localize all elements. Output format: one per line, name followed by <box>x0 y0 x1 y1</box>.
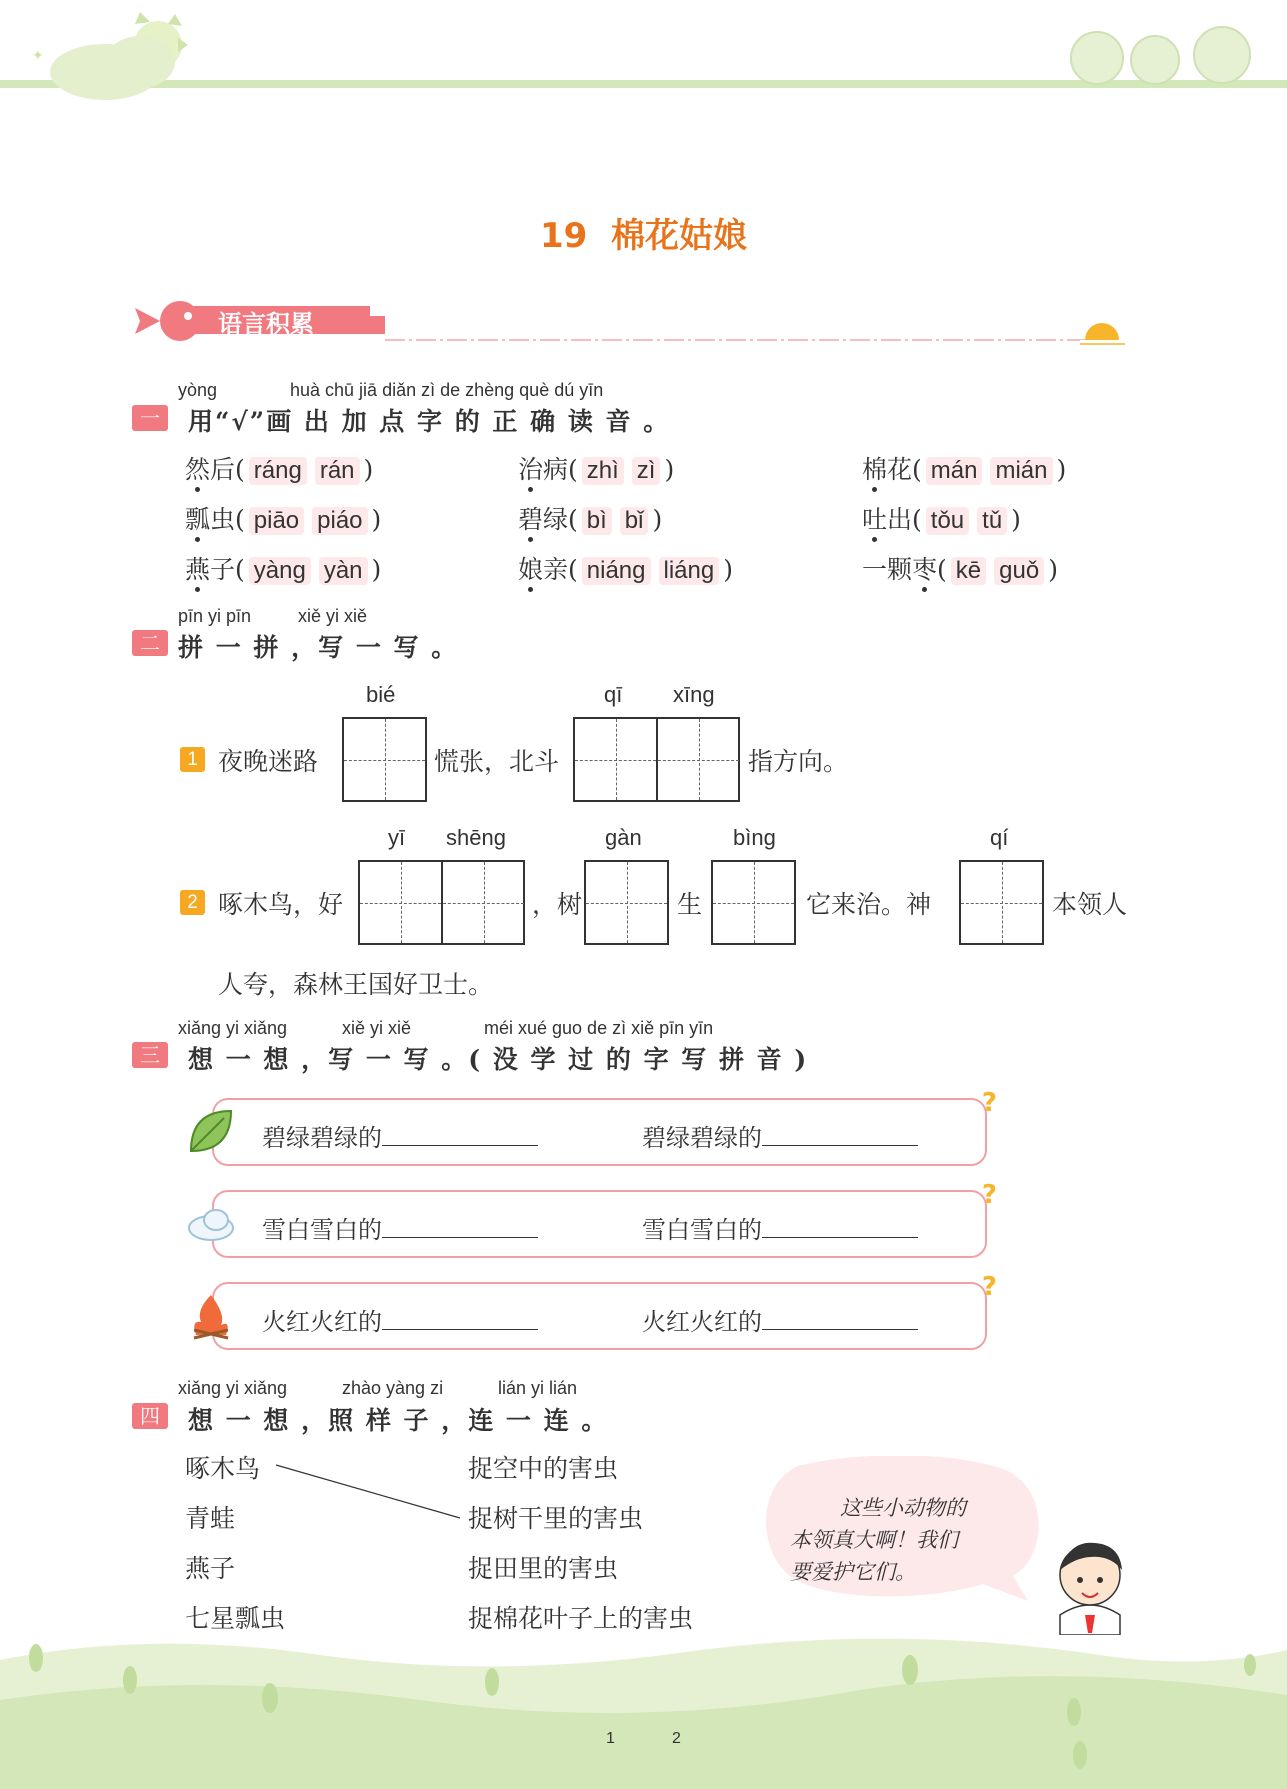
writing-box[interactable] <box>711 860 796 945</box>
answer-blank[interactable] <box>382 1306 538 1330</box>
q1-pinyin-b: huà chū jiā diǎn zì de zhèng què dú yīn <box>290 380 604 400</box>
fill-item-left <box>262 1118 538 1153</box>
pinyin-option[interactable]: guǒ <box>994 557 1044 585</box>
cloud-decoration <box>50 36 175 100</box>
svg-text:✦: ✦ <box>32 48 44 64</box>
fill-item-right <box>642 1210 918 1245</box>
pinyin-option[interactable]: yàng <box>249 557 311 585</box>
animal-faces-decoration <box>1071 27 1250 84</box>
answer-blank[interactable] <box>762 1122 918 1146</box>
q1-word: 娘亲 <box>518 555 569 584</box>
q1-pinyin-a: yòng <box>178 380 218 400</box>
emphasis-dot <box>528 587 533 592</box>
pinyin-option[interactable]: bǐ <box>620 507 649 535</box>
fill-label: 雪白雪白的 <box>642 1216 762 1244</box>
page-title <box>0 208 1287 257</box>
pinyin-option[interactable]: piāo <box>249 507 304 535</box>
item1-pinyin-b1: qī <box>604 682 623 707</box>
item2-pinyin-c: bìng <box>733 825 776 850</box>
match-right-item[interactable]: 捉棉花叶子上的害虫 <box>468 1604 694 1633</box>
q1-word: 瓢虫 <box>185 505 236 534</box>
page-number-left: 1 <box>606 1730 615 1747</box>
q1-option-group: 棉花( mán mián ) <box>862 455 1067 484</box>
item-number-1: 1 <box>180 747 205 772</box>
q4-pinyin-c: lián yi lián <box>498 1378 578 1398</box>
item2-pinyin-a2: shēng <box>446 825 506 850</box>
match-left-item[interactable]: 燕子 <box>185 1554 236 1583</box>
pinyin-option[interactable]: piáo <box>312 507 367 535</box>
emphasis-dot <box>872 537 877 542</box>
writing-box[interactable] <box>959 860 1044 945</box>
item2-pinyin-d: qí <box>990 825 1009 850</box>
fill-row <box>212 1180 997 1258</box>
writing-box[interactable] <box>342 717 427 802</box>
q1-option-group: 然后( ráng rán ) <box>185 455 374 484</box>
question-mark-icon: ? <box>981 1088 997 1118</box>
pinyin-option[interactable]: tǔ <box>977 507 1007 535</box>
emphasis-dot <box>195 487 200 492</box>
match-left-item[interactable]: 七星瓢虫 <box>185 1604 286 1633</box>
boy-illustration <box>1040 1525 1140 1635</box>
item2-text-c: 生 <box>677 890 703 919</box>
item2-pinyin-a1: yī <box>388 825 406 850</box>
footer-landscape <box>0 1620 1287 1789</box>
answer-blank[interactable] <box>762 1214 918 1238</box>
q1-word: 然后 <box>185 455 236 484</box>
fill-label: 雪白雪白的 <box>262 1216 382 1244</box>
lesson-number: 19 <box>539 216 588 256</box>
fill-label: 碧绿碧绿的 <box>642 1124 762 1152</box>
pinyin-option[interactable]: zì <box>632 457 661 485</box>
fill-row <box>212 1088 997 1166</box>
q1-option-group: 碧绿( bì bǐ ) <box>518 505 663 534</box>
item2-text-b: ，树 <box>532 890 583 919</box>
item2-text-e: 本领人 <box>1052 890 1128 919</box>
pinyin-option[interactable]: yàn <box>319 557 368 585</box>
item1-text-c: 指方向。 <box>748 747 849 776</box>
pinyin-option[interactable]: liáng <box>659 557 720 585</box>
q3-instruction: 想 一 想 ，写 一 写 。( 没 学 过 的 字 写 拼 音 ) <box>188 1045 809 1074</box>
q1-word: 一颗枣 <box>862 555 938 584</box>
fill-label: 碧绿碧绿的 <box>262 1124 382 1152</box>
emphasis-dot <box>922 587 927 592</box>
match-right-item[interactable]: 捉树干里的害虫 <box>468 1504 644 1533</box>
cloud-icon <box>186 1198 238 1254</box>
item2-pinyin-b: gàn <box>605 825 642 850</box>
item1-pinyin-b2: xīng <box>673 682 715 707</box>
fill-item-left <box>262 1210 538 1245</box>
fill-label: 火红火红的 <box>262 1308 382 1336</box>
q1-word: 碧绿 <box>518 505 569 534</box>
item1-pinyin-a: bié <box>366 682 396 707</box>
q1-word: 治病 <box>518 455 569 484</box>
pinyin-option[interactable]: rán <box>315 457 360 485</box>
example-match-line <box>276 1465 460 1518</box>
writing-box[interactable] <box>358 860 525 945</box>
q1-option-group: 治病( zhì zì ) <box>518 455 675 484</box>
q3-pinyin-c: méi xué guo de zì xiě pīn yīn <box>484 1018 714 1038</box>
bubble-text-line: 要爱护它们。 <box>790 1560 916 1584</box>
emphasis-dot <box>528 487 533 492</box>
fill-label: 火红火红的 <box>642 1308 762 1336</box>
match-left-item[interactable]: 啄木鸟 <box>185 1454 261 1483</box>
pinyin-option[interactable]: tǒu <box>926 507 969 535</box>
pinyin-option[interactable]: mán <box>926 457 983 485</box>
q4-badge: 四 <box>132 1403 168 1429</box>
match-left-item[interactable]: 青蛙 <box>185 1504 236 1533</box>
pinyin-option[interactable]: mián <box>990 457 1052 485</box>
q1-word: 吐出 <box>862 505 913 534</box>
match-right-item[interactable]: 捉空中的害虫 <box>468 1454 619 1483</box>
q2-pinyin-a: pīn yi pīn <box>178 606 252 626</box>
item1-text-a: 夜晚迷路 <box>218 747 319 776</box>
item2-text-f: 人夸，森林王国好卫士。 <box>218 970 494 999</box>
q3-badge: 三 <box>132 1042 168 1068</box>
section-banner <box>130 296 1130 346</box>
item-number-2: 2 <box>180 890 205 915</box>
answer-blank[interactable] <box>762 1306 918 1330</box>
writing-box[interactable] <box>584 860 669 945</box>
pinyin-option[interactable]: bì <box>582 507 612 535</box>
page-number-right: 2 <box>672 1730 681 1747</box>
q2-badge: 二 <box>132 630 168 656</box>
fish-icon <box>160 301 200 341</box>
q1-instruction: 用“√”画 出 加 点 字 的 正 确 读 音 。 <box>188 407 671 436</box>
match-right-item[interactable]: 捉田里的害虫 <box>468 1554 619 1583</box>
pinyin-option[interactable]: kē <box>951 557 986 585</box>
pinyin-option[interactable]: ráng <box>249 457 307 485</box>
pinyin-option[interactable]: zhì <box>582 457 624 485</box>
pinyin-option[interactable]: niáng <box>582 557 651 585</box>
fill-item-left <box>262 1302 538 1337</box>
header-art <box>0 0 1287 110</box>
answer-blank[interactable] <box>382 1214 538 1238</box>
fill-row <box>212 1272 997 1350</box>
q1-option-group: 娘亲( niáng liáng ) <box>518 555 733 584</box>
q2-pinyin-b: xiě yi xiě <box>298 606 368 626</box>
writing-box[interactable] <box>573 717 740 802</box>
q1-option-group: 燕子( yàng yàn ) <box>185 555 382 584</box>
item2-text-d: 它来治。神 <box>806 890 932 919</box>
emphasis-dot <box>195 587 200 592</box>
q3-pinyin-a: xiǎng yi xiǎng <box>178 1018 288 1038</box>
q2-instruction: 拼 一 拼 ，写 一 写 。 <box>178 633 459 662</box>
q1-badge: 一 <box>132 405 168 431</box>
q3-pinyin-b: xiě yi xiě <box>342 1018 412 1038</box>
item2-text-a: 啄木鸟，好 <box>218 890 344 919</box>
speech-bubble <box>758 1456 1040 1596</box>
answer-blank[interactable] <box>382 1122 538 1146</box>
q4-pinyin-b: zhào yàng zi <box>342 1378 444 1398</box>
fire-icon <box>186 1290 238 1346</box>
question-mark-icon: ? <box>981 1272 997 1302</box>
q1-word: 燕子 <box>185 555 236 584</box>
q1-option-group: 瓢虫( piāo piáo ) <box>185 505 382 534</box>
header-decoration <box>0 0 1287 110</box>
q1-option-group: 吐出( tǒu tǔ ) <box>862 505 1021 534</box>
question-mark-icon: ? <box>981 1180 997 1210</box>
item1-text-b: 慌张，北斗 <box>434 747 560 776</box>
lesson-title: 棉花姑娘 <box>611 216 747 256</box>
fill-item-right <box>642 1302 918 1337</box>
q1-option-group: 一颗枣( kē guǒ ) <box>862 555 1058 584</box>
q4-instruction: 想 一 想 ，照 样 子 ，连 一 连 。 <box>188 1406 609 1435</box>
leaf-icon <box>186 1106 238 1162</box>
banner-label: 语言积累 <box>218 310 314 338</box>
emphasis-dot <box>872 487 877 492</box>
emphasis-dot <box>195 537 200 542</box>
q1-word: 棉花 <box>862 455 913 484</box>
fill-item-right <box>642 1118 918 1153</box>
bubble-text-line: 这些小动物的 <box>840 1496 966 1520</box>
emphasis-dot <box>528 537 533 542</box>
q4-pinyin-a: xiǎng yi xiǎng <box>178 1378 288 1398</box>
bubble-text-line: 本领真大啊！我们 <box>790 1528 958 1552</box>
